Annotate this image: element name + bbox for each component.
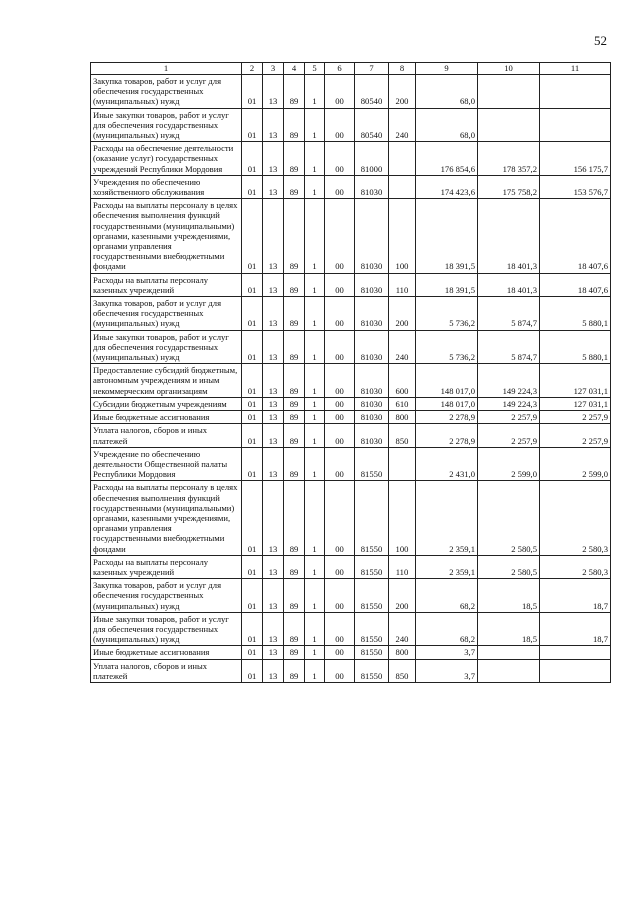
program-code-cell: 89 <box>284 424 305 447</box>
table-row <box>91 411 611 424</box>
expense-type-code-cell: 850 <box>389 424 416 447</box>
subsection-code-cell: 13 <box>263 579 284 613</box>
direction-code-cell: 81030 <box>355 330 389 364</box>
table-body <box>91 75 611 683</box>
direction-code-cell: 81550 <box>355 646 389 659</box>
item-name-cell: Иные бюджетные ассигнования <box>91 646 242 659</box>
table-row <box>91 108 611 142</box>
amount-year-2-cell <box>478 659 540 682</box>
item-name-cell: Иные закупки товаров, работ и услуг для обеспечения государственных (муниципальных) нужд <box>91 330 242 364</box>
program-code-cell: 89 <box>284 447 305 481</box>
program-code-cell: 89 <box>284 75 305 109</box>
subsection-code-cell: 13 <box>263 481 284 555</box>
table-row <box>91 579 611 613</box>
section-code-cell: 01 <box>242 330 263 364</box>
table-row <box>91 659 611 682</box>
program-code-cell: 89 <box>284 199 305 273</box>
subprogram-code-cell: 1 <box>305 646 325 659</box>
expense-type-code-cell: 200 <box>389 297 416 331</box>
event-code-cell: 00 <box>325 481 355 555</box>
amount-year-3-cell: 153 576,7 <box>540 175 611 198</box>
col-header-3: 3 <box>263 63 284 75</box>
amount-year-2-cell: 2 599,0 <box>478 447 540 481</box>
amount-year-3-cell: 2 257,9 <box>540 424 611 447</box>
expense-type-code-cell: 100 <box>389 481 416 555</box>
item-name-cell: Иные закупки товаров, работ и услуг для обеспечения государственных (муниципальных) нужд <box>91 108 242 142</box>
event-code-cell: 00 <box>325 330 355 364</box>
amount-year-1-cell: 3,7 <box>416 646 478 659</box>
col-header-10: 10 <box>478 63 540 75</box>
direction-code-cell: 81550 <box>355 481 389 555</box>
table-row <box>91 364 611 398</box>
program-code-cell: 89 <box>284 612 305 646</box>
expense-type-code-cell: 110 <box>389 273 416 296</box>
table-row <box>91 447 611 481</box>
subprogram-code-cell: 1 <box>305 75 325 109</box>
subsection-code-cell: 13 <box>263 411 284 424</box>
event-code-cell: 00 <box>325 397 355 410</box>
col-header-9: 9 <box>416 63 478 75</box>
table-row <box>91 297 611 331</box>
event-code-cell: 00 <box>325 108 355 142</box>
expense-type-code-cell: 100 <box>389 199 416 273</box>
direction-code-cell: 81030 <box>355 364 389 398</box>
subprogram-code-cell: 1 <box>305 273 325 296</box>
direction-code-cell: 81550 <box>355 659 389 682</box>
expense-type-code-cell: 240 <box>389 612 416 646</box>
header-row <box>91 63 611 75</box>
direction-code-cell: 81550 <box>355 612 389 646</box>
amount-year-3-cell <box>540 646 611 659</box>
program-code-cell: 89 <box>284 397 305 410</box>
amount-year-3-cell: 2 580,3 <box>540 481 611 555</box>
direction-code-cell: 81030 <box>355 411 389 424</box>
amount-year-3-cell: 18,7 <box>540 612 611 646</box>
col-header-8: 8 <box>389 63 416 75</box>
item-name-cell: Субсидии бюджетным учреждениям <box>91 397 242 410</box>
item-name-cell: Уплата налогов, сборов и иных платежей <box>91 659 242 682</box>
amount-year-1-cell: 148 017,0 <box>416 397 478 410</box>
amount-year-1-cell: 18 391,5 <box>416 199 478 273</box>
table-row <box>91 330 611 364</box>
table-row <box>91 142 611 176</box>
amount-year-1-cell: 2 431,0 <box>416 447 478 481</box>
section-code-cell: 01 <box>242 411 263 424</box>
event-code-cell: 00 <box>325 424 355 447</box>
item-name-cell: Закупка товаров, работ и услуг для обеспечения государственных (муниципальных) нужд <box>91 579 242 613</box>
subprogram-code-cell: 1 <box>305 447 325 481</box>
event-code-cell: 00 <box>325 199 355 273</box>
amount-year-3-cell: 18 407,6 <box>540 273 611 296</box>
table-row <box>91 273 611 296</box>
program-code-cell: 89 <box>284 175 305 198</box>
event-code-cell: 00 <box>325 555 355 578</box>
direction-code-cell: 81030 <box>355 273 389 296</box>
amount-year-2-cell <box>478 108 540 142</box>
subsection-code-cell: 13 <box>263 612 284 646</box>
table-row <box>91 612 611 646</box>
direction-code-cell: 81550 <box>355 447 389 481</box>
program-code-cell: 89 <box>284 108 305 142</box>
table-row <box>91 481 611 555</box>
event-code-cell: 00 <box>325 297 355 331</box>
expense-type-code-cell: 240 <box>389 108 416 142</box>
program-code-cell: 89 <box>284 364 305 398</box>
amount-year-1-cell: 3,7 <box>416 659 478 682</box>
item-name-cell: Иные бюджетные ассигнования <box>91 411 242 424</box>
direction-code-cell: 81030 <box>355 397 389 410</box>
amount-year-3-cell: 156 175,7 <box>540 142 611 176</box>
col-header-7: 7 <box>355 63 389 75</box>
amount-year-3-cell: 18,7 <box>540 579 611 613</box>
expense-type-code-cell: 850 <box>389 659 416 682</box>
amount-year-1-cell: 18 391,5 <box>416 273 478 296</box>
col-header-2: 2 <box>242 63 263 75</box>
section-code-cell: 01 <box>242 424 263 447</box>
amount-year-1-cell: 68,0 <box>416 75 478 109</box>
program-code-cell: 89 <box>284 273 305 296</box>
amount-year-2-cell: 5 874,7 <box>478 330 540 364</box>
section-code-cell: 01 <box>242 481 263 555</box>
amount-year-1-cell: 2 359,1 <box>416 555 478 578</box>
subprogram-code-cell: 1 <box>305 297 325 331</box>
event-code-cell: 00 <box>325 579 355 613</box>
table-row <box>91 75 611 109</box>
subprogram-code-cell: 1 <box>305 175 325 198</box>
direction-code-cell: 81550 <box>355 555 389 578</box>
amount-year-1-cell: 5 736,2 <box>416 297 478 331</box>
page-number: 52 <box>594 33 607 48</box>
subprogram-code-cell: 1 <box>305 659 325 682</box>
subprogram-code-cell: 1 <box>305 142 325 176</box>
subsection-code-cell: 13 <box>263 424 284 447</box>
direction-code-cell: 81030 <box>355 175 389 198</box>
expense-type-code-cell <box>389 142 416 176</box>
amount-year-1-cell: 148 017,0 <box>416 364 478 398</box>
program-code-cell: 89 <box>284 297 305 331</box>
section-code-cell: 01 <box>242 142 263 176</box>
amount-year-1-cell: 2 278,9 <box>416 424 478 447</box>
item-name-cell: Учреждения по обеспечению хозяйственного обслуживания <box>91 175 242 198</box>
amount-year-2-cell <box>478 646 540 659</box>
direction-code-cell: 81550 <box>355 579 389 613</box>
amount-year-2-cell: 149 224,3 <box>478 397 540 410</box>
program-code-cell: 89 <box>284 330 305 364</box>
subsection-code-cell: 13 <box>263 397 284 410</box>
amount-year-1-cell: 2 359,1 <box>416 481 478 555</box>
section-code-cell: 01 <box>242 646 263 659</box>
program-code-cell: 89 <box>284 579 305 613</box>
amount-year-1-cell: 176 854,6 <box>416 142 478 176</box>
subsection-code-cell: 13 <box>263 364 284 398</box>
subprogram-code-cell: 1 <box>305 424 325 447</box>
subprogram-code-cell: 1 <box>305 108 325 142</box>
expense-type-code-cell: 800 <box>389 411 416 424</box>
table-row <box>91 175 611 198</box>
section-code-cell: 01 <box>242 108 263 142</box>
item-name-cell: Уплата налогов, сборов и иных платежей <box>91 424 242 447</box>
amount-year-3-cell <box>540 108 611 142</box>
program-code-cell: 89 <box>284 142 305 176</box>
amount-year-3-cell <box>540 659 611 682</box>
direction-code-cell: 81030 <box>355 297 389 331</box>
table-row <box>91 646 611 659</box>
subsection-code-cell: 13 <box>263 330 284 364</box>
amount-year-3-cell <box>540 75 611 109</box>
amount-year-1-cell: 2 278,9 <box>416 411 478 424</box>
section-code-cell: 01 <box>242 659 263 682</box>
expense-type-code-cell: 200 <box>389 579 416 613</box>
item-name-cell: Предоставление субсидий бюджетным, автономным учреждениям и иным некоммерческим организациям <box>91 364 242 398</box>
amount-year-3-cell: 5 880,1 <box>540 330 611 364</box>
col-header-5: 5 <box>305 63 325 75</box>
amount-year-3-cell: 127 031,1 <box>540 397 611 410</box>
col-header-11: 11 <box>540 63 611 75</box>
amount-year-3-cell: 2 599,0 <box>540 447 611 481</box>
amount-year-2-cell: 18,5 <box>478 612 540 646</box>
event-code-cell: 00 <box>325 612 355 646</box>
amount-year-2-cell: 2 257,9 <box>478 424 540 447</box>
event-code-cell: 00 <box>325 273 355 296</box>
section-code-cell: 01 <box>242 555 263 578</box>
expense-type-code-cell <box>389 447 416 481</box>
item-name-cell: Иные закупки товаров, работ и услуг для обеспечения государственных (муниципальных) нужд <box>91 612 242 646</box>
amount-year-2-cell: 2 257,9 <box>478 411 540 424</box>
budget-table <box>90 62 611 683</box>
amount-year-2-cell: 2 580,5 <box>478 555 540 578</box>
subsection-code-cell: 13 <box>263 175 284 198</box>
item-name-cell: Расходы на выплаты персоналу казенных учреждений <box>91 555 242 578</box>
subsection-code-cell: 13 <box>263 199 284 273</box>
subprogram-code-cell: 1 <box>305 481 325 555</box>
expense-type-code-cell: 240 <box>389 330 416 364</box>
amount-year-2-cell: 18,5 <box>478 579 540 613</box>
subprogram-code-cell: 1 <box>305 364 325 398</box>
subprogram-code-cell: 1 <box>305 579 325 613</box>
direction-code-cell: 81030 <box>355 424 389 447</box>
section-code-cell: 01 <box>242 175 263 198</box>
program-code-cell: 89 <box>284 646 305 659</box>
event-code-cell: 00 <box>325 659 355 682</box>
event-code-cell: 00 <box>325 75 355 109</box>
amount-year-2-cell: 175 758,2 <box>478 175 540 198</box>
item-name-cell: Учреждение по обеспечению деятельности Общественной палаты Республики Мордовия <box>91 447 242 481</box>
program-code-cell: 89 <box>284 659 305 682</box>
table-row <box>91 424 611 447</box>
direction-code-cell: 81030 <box>355 199 389 273</box>
item-name-cell: Закупка товаров, работ и услуг для обеспечения государственных (муниципальных) нужд <box>91 297 242 331</box>
table-row <box>91 397 611 410</box>
item-name-cell: Расходы на выплаты персоналу в целях обеспечения выполнения функций государственными (муниципальными) органами, казенными учреждениями, органами управления государственными внебюджетными фондами <box>91 199 242 273</box>
item-name-cell: Закупка товаров, работ и услуг для обеспечения государственных (муниципальных) нужд <box>91 75 242 109</box>
amount-year-3-cell: 5 880,1 <box>540 297 611 331</box>
section-code-cell: 01 <box>242 75 263 109</box>
amount-year-2-cell: 18 401,3 <box>478 199 540 273</box>
subsection-code-cell: 13 <box>263 108 284 142</box>
subprogram-code-cell: 1 <box>305 397 325 410</box>
item-name-cell: Расходы на обеспечение деятельности (оказание услуг) государственных учреждений Республики Мордовия <box>91 142 242 176</box>
direction-code-cell: 80540 <box>355 108 389 142</box>
event-code-cell: 00 <box>325 142 355 176</box>
amount-year-1-cell: 68,2 <box>416 579 478 613</box>
subsection-code-cell: 13 <box>263 297 284 331</box>
expense-type-code-cell: 200 <box>389 75 416 109</box>
amount-year-2-cell <box>478 75 540 109</box>
event-code-cell: 00 <box>325 646 355 659</box>
subprogram-code-cell: 1 <box>305 411 325 424</box>
subsection-code-cell: 13 <box>263 75 284 109</box>
program-code-cell: 89 <box>284 411 305 424</box>
subprogram-code-cell: 1 <box>305 555 325 578</box>
amount-year-3-cell: 18 407,6 <box>540 199 611 273</box>
section-code-cell: 01 <box>242 297 263 331</box>
item-name-cell: Расходы на выплаты персоналу в целях обеспечения выполнения функций государственными (муниципальными) органами, казенными учреждениями, органами управления государственными внебюджетными фондами <box>91 481 242 555</box>
subprogram-code-cell: 1 <box>305 199 325 273</box>
direction-code-cell: 80540 <box>355 75 389 109</box>
section-code-cell: 01 <box>242 364 263 398</box>
item-name-cell: Расходы на выплаты персоналу казенных учреждений <box>91 273 242 296</box>
amount-year-1-cell: 68,2 <box>416 612 478 646</box>
subsection-code-cell: 13 <box>263 142 284 176</box>
subsection-code-cell: 13 <box>263 273 284 296</box>
section-code-cell: 01 <box>242 273 263 296</box>
subsection-code-cell: 13 <box>263 659 284 682</box>
amount-year-1-cell: 68,0 <box>416 108 478 142</box>
subsection-code-cell: 13 <box>263 646 284 659</box>
col-header-6: 6 <box>325 63 355 75</box>
subprogram-code-cell: 1 <box>305 330 325 364</box>
expense-type-code-cell <box>389 175 416 198</box>
event-code-cell: 00 <box>325 447 355 481</box>
col-header-1: 1 <box>91 63 242 75</box>
expense-type-code-cell: 610 <box>389 397 416 410</box>
expense-type-code-cell: 600 <box>389 364 416 398</box>
amount-year-3-cell: 2 257,9 <box>540 411 611 424</box>
expense-type-code-cell: 110 <box>389 555 416 578</box>
section-code-cell: 01 <box>242 397 263 410</box>
table-row <box>91 555 611 578</box>
event-code-cell: 00 <box>325 411 355 424</box>
program-code-cell: 89 <box>284 555 305 578</box>
section-code-cell: 01 <box>242 612 263 646</box>
amount-year-1-cell: 174 423,6 <box>416 175 478 198</box>
section-code-cell: 01 <box>242 447 263 481</box>
amount-year-2-cell: 5 874,7 <box>478 297 540 331</box>
amount-year-1-cell: 5 736,2 <box>416 330 478 364</box>
section-code-cell: 01 <box>242 199 263 273</box>
expense-type-code-cell: 800 <box>389 646 416 659</box>
amount-year-3-cell: 127 031,1 <box>540 364 611 398</box>
amount-year-2-cell: 149 224,3 <box>478 364 540 398</box>
event-code-cell: 00 <box>325 364 355 398</box>
section-code-cell: 01 <box>242 579 263 613</box>
direction-code-cell: 81000 <box>355 142 389 176</box>
amount-year-2-cell: 18 401,3 <box>478 273 540 296</box>
amount-year-2-cell: 178 357,2 <box>478 142 540 176</box>
subsection-code-cell: 13 <box>263 447 284 481</box>
subprogram-code-cell: 1 <box>305 612 325 646</box>
table-row <box>91 199 611 273</box>
amount-year-2-cell: 2 580,5 <box>478 481 540 555</box>
event-code-cell: 00 <box>325 175 355 198</box>
subsection-code-cell: 13 <box>263 555 284 578</box>
col-header-4: 4 <box>284 63 305 75</box>
amount-year-3-cell: 2 580,3 <box>540 555 611 578</box>
program-code-cell: 89 <box>284 481 305 555</box>
